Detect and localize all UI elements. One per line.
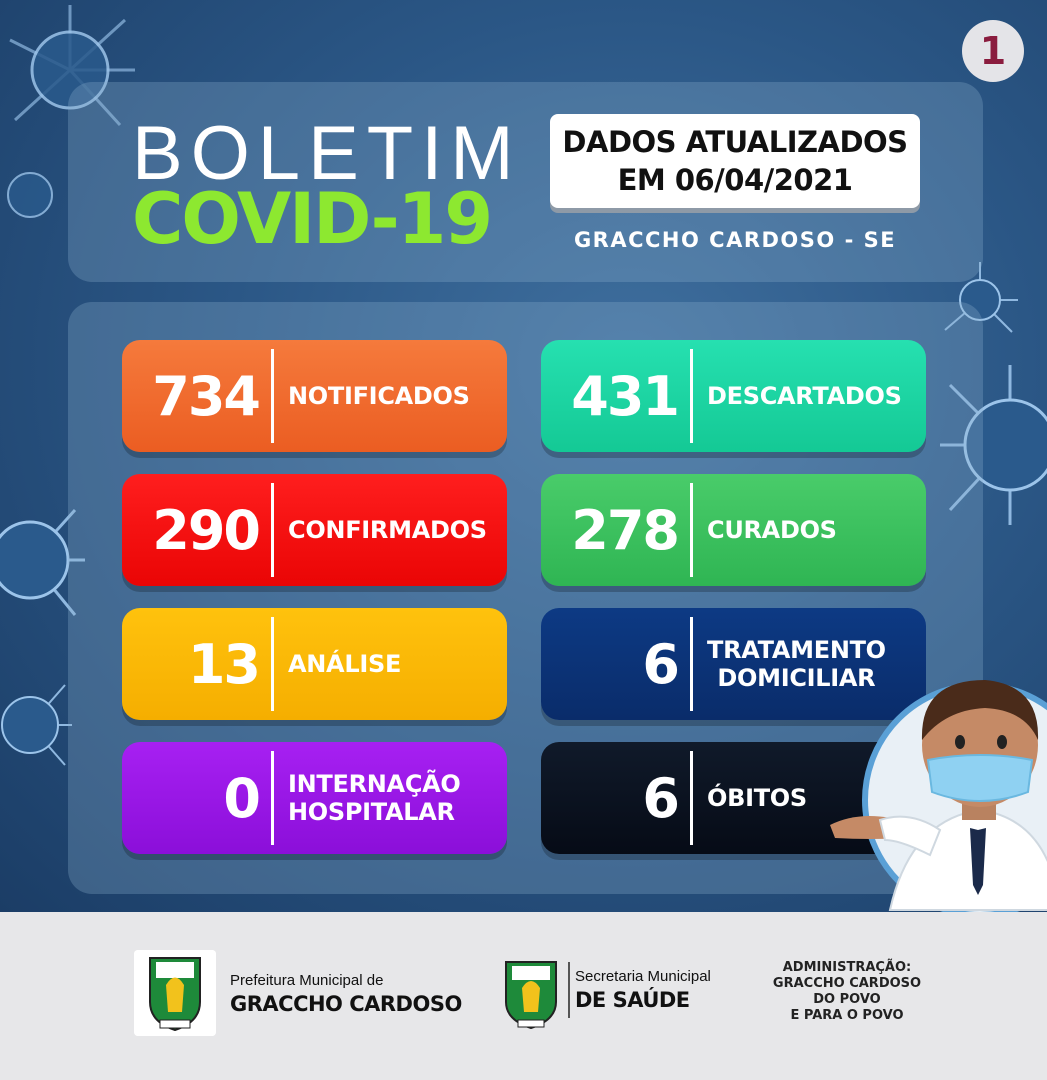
stat-value: 6 [642, 766, 678, 830]
stat-label-line-2: DOMICILIAR [717, 664, 876, 692]
stat-divider [271, 483, 274, 577]
stat-label: CURADOS [707, 516, 837, 544]
stat-divider [690, 349, 693, 443]
date-line-1: DADOS ATUALIZADOS [562, 125, 908, 159]
admin-line-1: ADMINISTRAÇÃO: [782, 960, 912, 975]
stat-card-notificados [122, 340, 507, 452]
stat-value: 13 [187, 632, 259, 696]
stat-card-confirmados [122, 474, 507, 586]
stat-divider [690, 483, 693, 577]
stat-divider [690, 617, 693, 711]
stat-label-line-1: INTERNAÇÃO [288, 770, 461, 798]
administration-slogan [770, 960, 924, 1024]
stat-card-internacao-hospitalar [122, 742, 507, 854]
mascot-doctor-icon [820, 660, 1047, 920]
virus-icon [0, 150, 70, 240]
stat-divider [271, 751, 274, 845]
secretaria-name: DE SAÚDE [575, 988, 690, 1012]
title-boletim: BOLETIM [132, 111, 522, 196]
stat-value: 290 [152, 498, 259, 562]
stat-label [288, 770, 461, 826]
stat-card-analise [122, 608, 507, 720]
stat-label: CONFIRMADOS [288, 516, 487, 544]
stat-value: 0 [223, 766, 259, 830]
city-crest-icon [134, 950, 216, 1036]
location-label: GRACCHO CARDOSO - SE [573, 228, 897, 252]
stat-label: DESCARTADOS [707, 382, 902, 410]
stat-divider [271, 349, 274, 443]
stat-card-curados [541, 474, 926, 586]
date-line-2: EM 06/04/2021 [617, 163, 853, 197]
admin-line-4: E PARA O POVO [790, 1008, 904, 1023]
admin-line-3: DO POVO [813, 992, 881, 1007]
virus-icon [0, 670, 75, 780]
title-covid: COVID-19 [132, 178, 492, 260]
stat-label: ANÁLISE [288, 650, 402, 678]
stat-label-line-2: HOSPITALAR [288, 798, 455, 826]
stat-label-line-1: TRATAMENTO [707, 636, 886, 664]
stat-divider [271, 617, 274, 711]
prefeitura-name: GRACCHO CARDOSO [230, 992, 462, 1016]
stat-label: ÓBITOS [707, 784, 807, 812]
stat-value: 6 [642, 632, 678, 696]
stat-value: 278 [571, 498, 678, 562]
prefeitura-label: Prefeitura Municipal de [230, 972, 384, 989]
stat-value: 431 [571, 364, 678, 428]
page-number-badge: 1 [962, 20, 1024, 82]
admin-line-2: GRACCHO CARDOSO [772, 976, 922, 991]
footer-divider [568, 962, 570, 1018]
stat-value: 734 [152, 364, 259, 428]
update-date-box [550, 114, 920, 208]
secretaria-label: Secretaria Municipal [575, 968, 711, 985]
city-crest-icon [500, 958, 562, 1032]
stat-divider [690, 751, 693, 845]
stat-label: NOTIFICADOS [288, 382, 470, 410]
stat-card-descartados [541, 340, 926, 452]
